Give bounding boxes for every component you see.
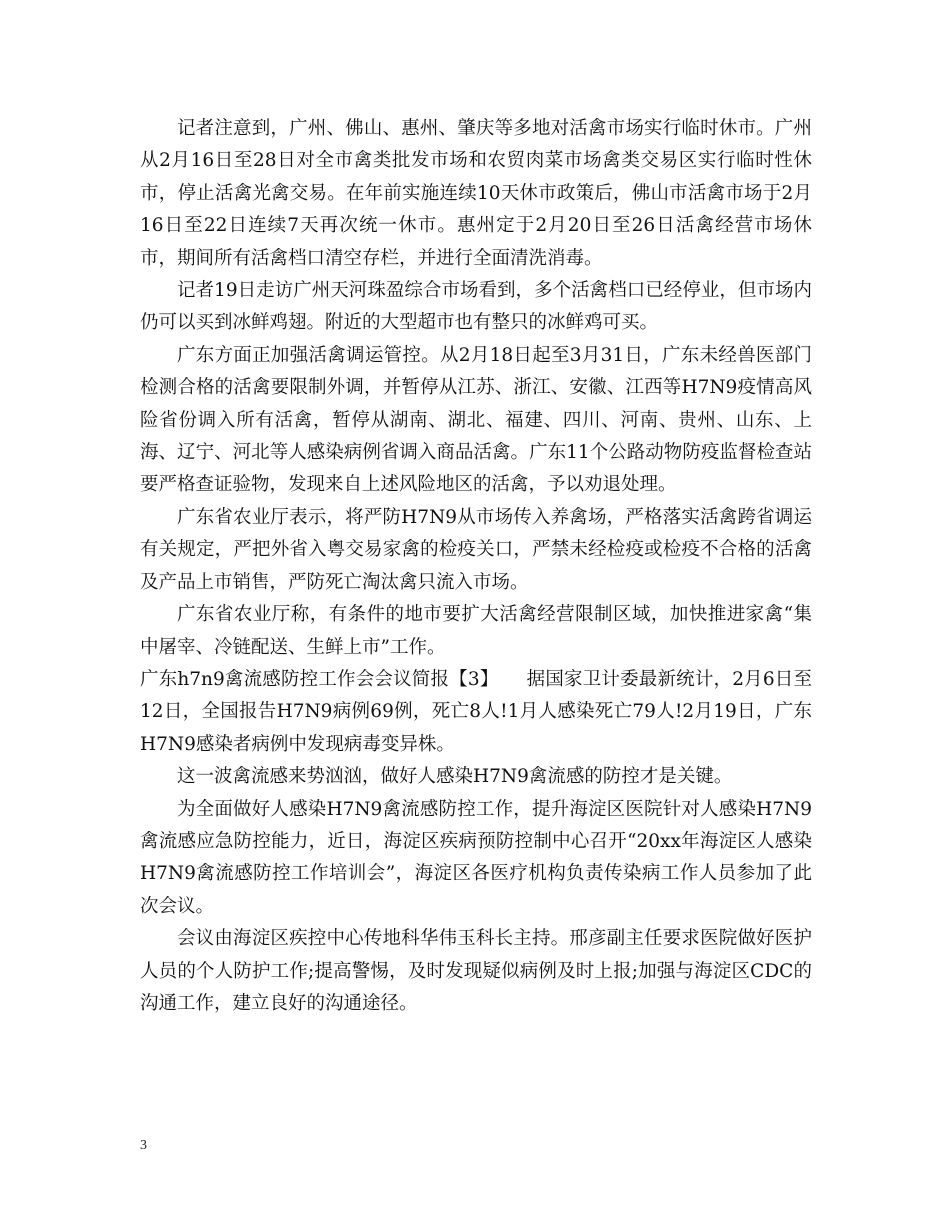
- paragraph-training-meeting: 为全面做好人感染H7N9禽流感防控工作，提升海淀区医院针对人感染H7N9禽流感应急防控能力，近日，海淀区疾病预防控制中心召开“20xx年海淀区人感染H7N9禽流感防控工作培训会”，海淀区各医疗机构负责传染病工作人员参加了此次会议。: [140, 798, 812, 917]
- document-body: [140, 113, 812, 1020]
- paragraph-reporter-visit: 记者19日走访广州天河珠盈综合市场看到，多个活禽档口已经停业，但市场内仍可以买到冰鲜鸡翅。附近的大型超市也有整只的冰鲜鸡可买。: [140, 280, 812, 334]
- paragraph-agriculture-dept-statement: 广东省农业厅表示，将严防H7N9从市场传入养禽场，严格落实活禽跨省调运有关规定，严把外省入粤交易家禽的检疫关口，严禁未经检疫或检疫不合格的活禽及产品上市销售，严防死亡淘汰禽只流入市场。: [140, 506, 812, 593]
- page-number: 3: [140, 1138, 147, 1153]
- paragraph-meeting-host: 会议由海淀区疾控中心传地科华伟玉科长主持。邢彦副主任要求医院做好医护人员的个人防护工作;提高警惕，及时发现疑似病例及时上报;加强与海淀区CDC的沟通工作，建立良好的沟通途径。: [140, 928, 812, 1014]
- paragraph-prevention-key: 这一波禽流感来势汹汹，做好人感染H7N9禽流感的防控才是关键。: [177, 766, 733, 788]
- paragraph-transport-control: 广东方面正加强活禽调运管控。从2月18日起至3月31日，广东未经兽医部门检测合格的活禽要限制外调，并暂停从江苏、浙江、安徽、江西等H7N9疫情高风险省份调入所有活禽，暂停从湖南、湖北、福建、四川、河南、贵州、山东、上海、辽宁、河北等人感染病例省调入商品活禽。广东11个公路动物防疫监督检查站要严格查证验物，发现来自上述风险地区的活禽，予以劝退处理。: [140, 344, 812, 496]
- paragraph-briefing-heading: 广东h7n9禽流感防控工作会会议简报【3】 据国家卫计委最新统计，2月6日至12日，全国报告H7N9病例69例，死亡8人!1月人感染死亡79人!2月19日，广东H7N9感染者病例中发现病毒变异株。: [140, 668, 812, 755]
- paragraph-market-closures: 记者注意到，广州、佛山、惠州、肇庆等多地对活禽市场实行临时休市。广州从2月16日至28日对全市禽类批发市场和农贸肉菜市场禽类交易区实行临时性休市，停止活禽光禽交易。在年前实施连续10天休市政策后，佛山市活禽市场于2月16日至22日连续7天再次统一休市。惠州定于2月20日至26日活禽经营市场休市，期间所有活禽档口清空存栏，并进行全面清洗消毒。: [140, 118, 812, 269]
- paragraph-agriculture-dept-plan: 广东省农业厅称，有条件的地市要扩大活禽经营限制区域，加快推进家禽“集中屠宰、冷链配送、生鲜上市”工作。: [140, 604, 812, 658]
